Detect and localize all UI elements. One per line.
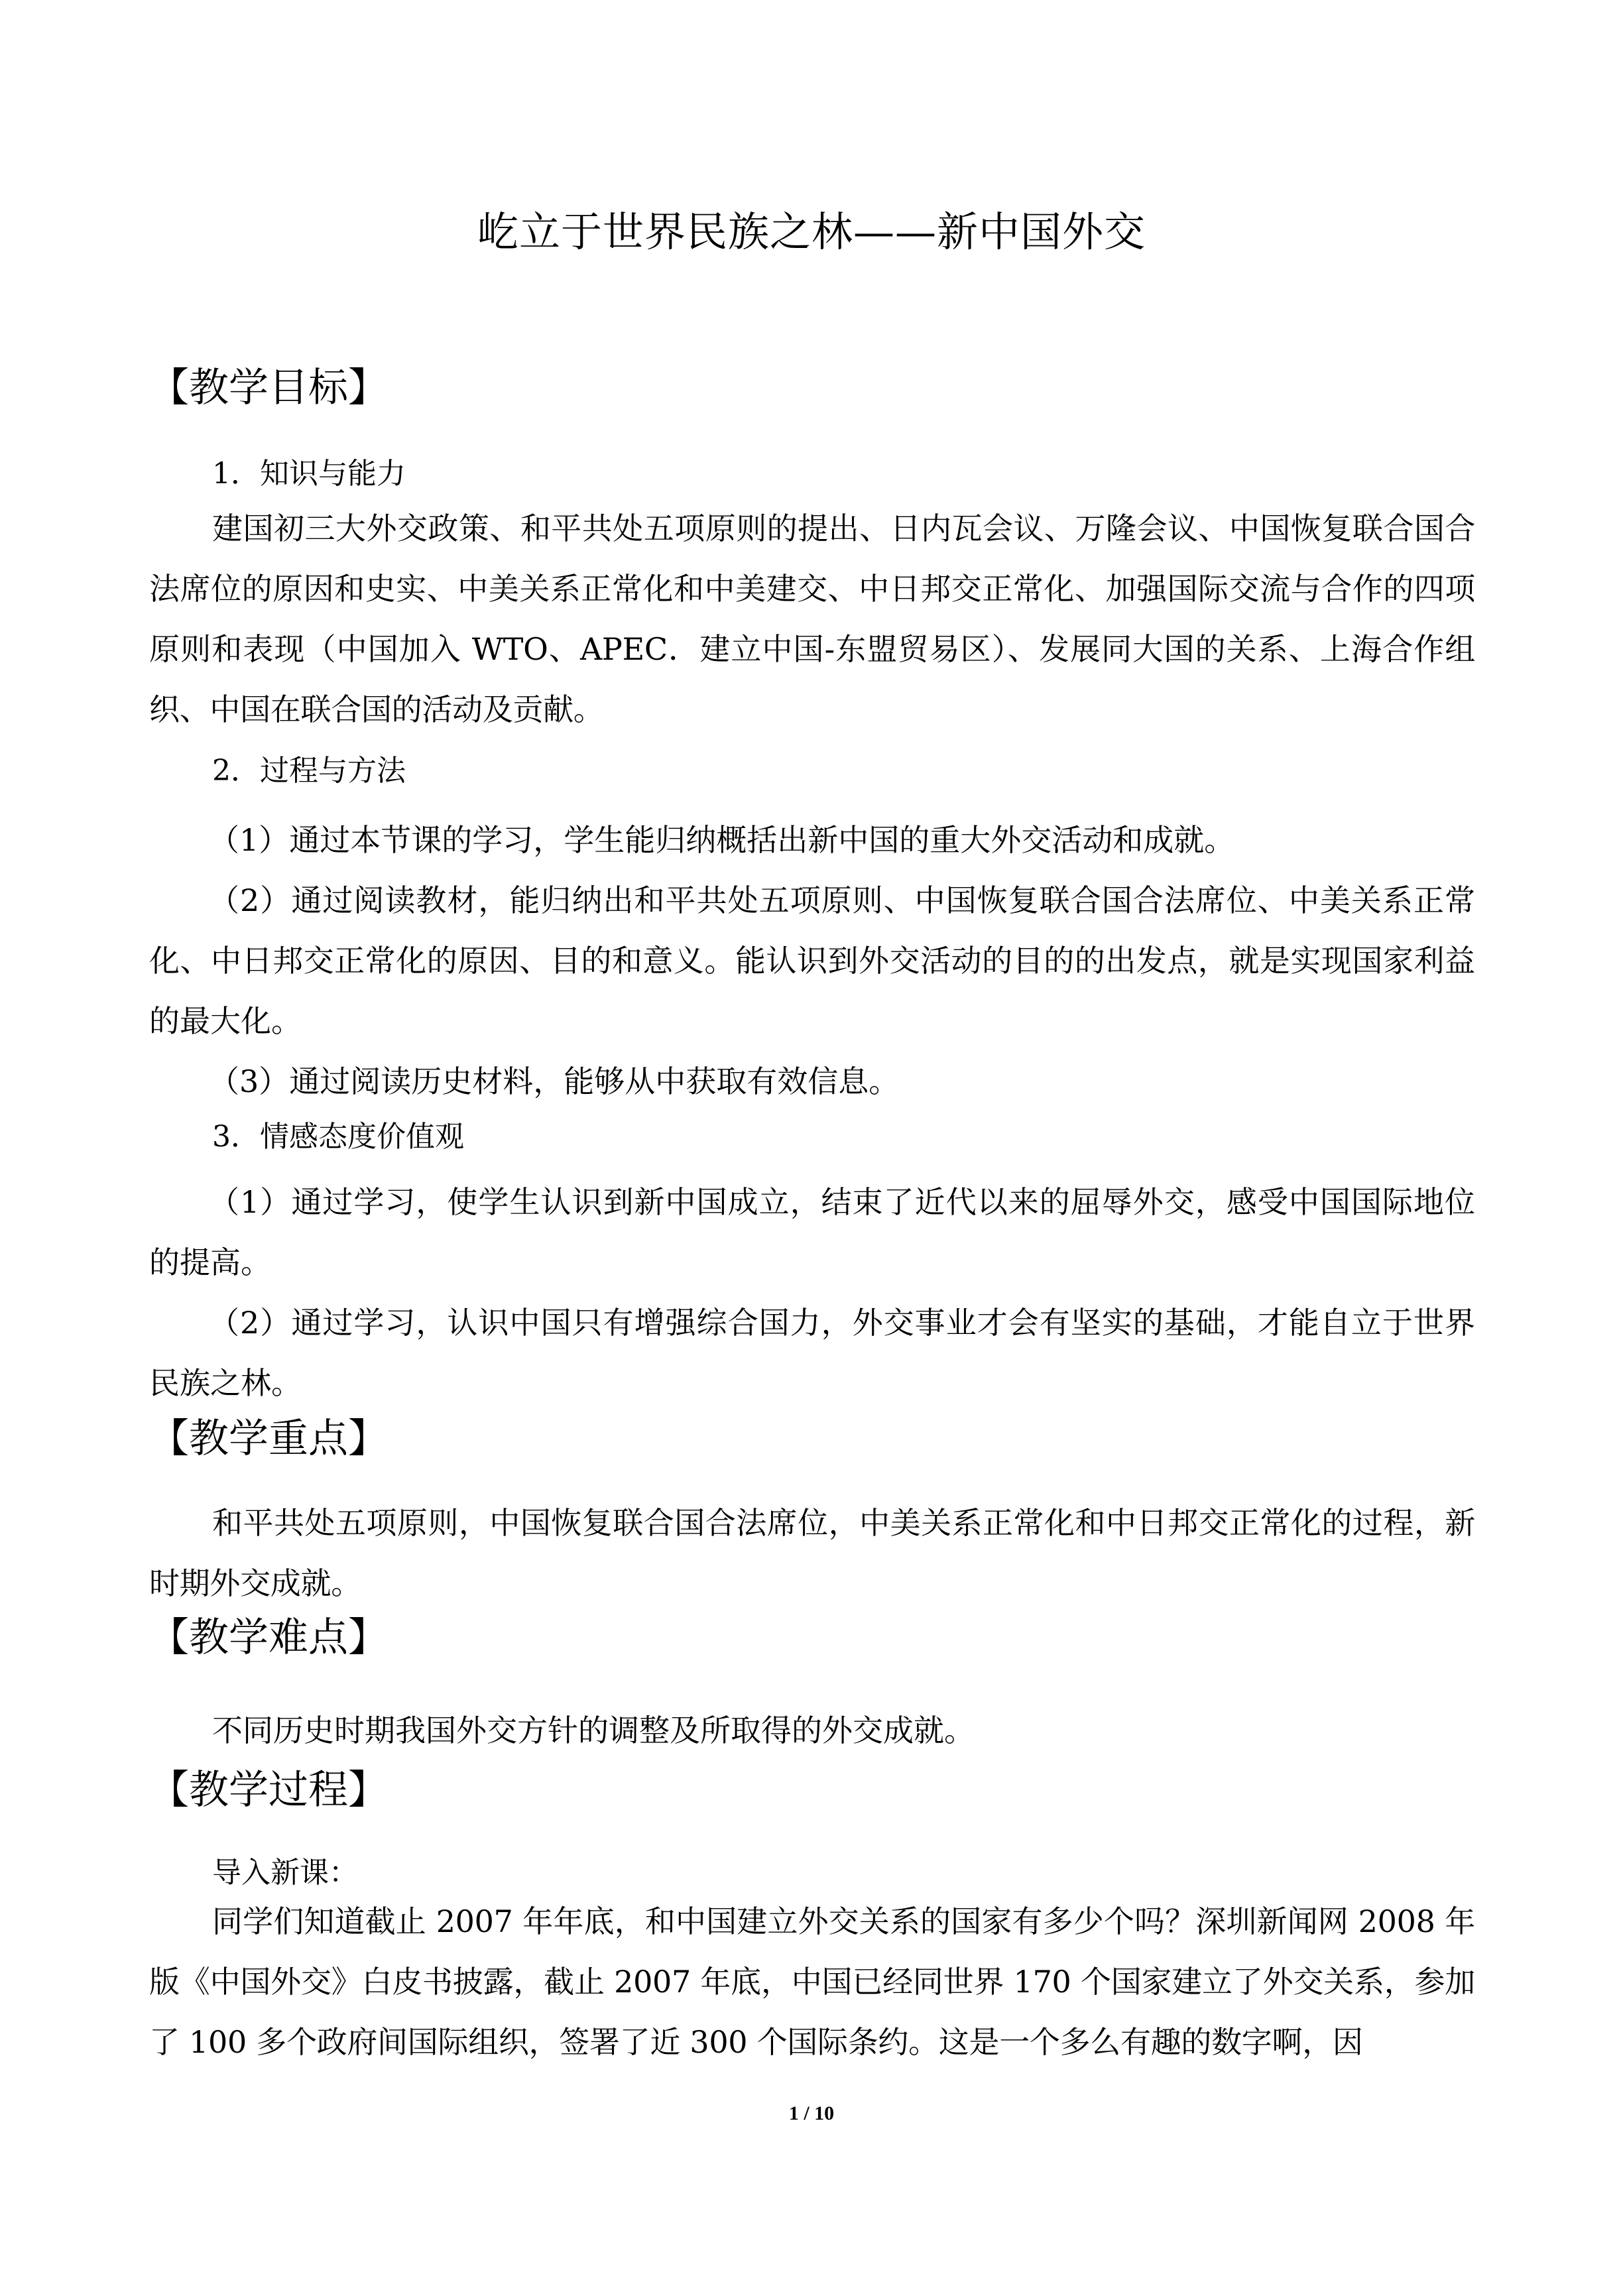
- process-intro-paragraph: 同学们知道截止 2007 年年底，和中国建立外交关系的国家有多少个吗？深圳新闻网 2008 年版《中国外交》白皮书披露，截止 2007 年底，中国已经同世界 170 个国家建立了外交关系，参加了 100 多个政府间国际组织，签署了近 300 个国际条约。这是一个多么有趣的数字啊，因: [149, 1903, 1475, 2060]
- heading-key-points: 【教学重点】: [149, 1416, 388, 1462]
- objectives-subheading-attitude: 3．情感态度价值观: [212, 1120, 464, 1154]
- page-number: 1 / 10: [788, 2102, 835, 2124]
- document-title: 屹立于世界民族之林——新中国外交: [477, 208, 1146, 256]
- process-intro-label: 导入新课：: [212, 1856, 358, 1890]
- objectives-process-item-1: （1）通过本节课的学习，学生能归纳概括出新中国的重大外交活动和成就。: [209, 822, 1235, 858]
- key-points-paragraph: 和平共处五项原则，中国恢复联合国合法席位，中美关系正常化和中日邦交正常化的过程，新时期外交成就。: [149, 1505, 1475, 1601]
- objectives-process-item-2: （2）通过阅读教材，能归纳出和平共处五项原则、中国恢复联合国合法席位、中美关系正常化、中日邦交正常化的原因、目的和意义。能认识到外交活动的目的的出发点，就是实现国家利益的最大化。: [149, 882, 1475, 1039]
- heading-difficulties: 【教学难点】: [149, 1614, 388, 1661]
- heading-objectives: 【教学目标】: [149, 365, 388, 411]
- objectives-attitude-item-1: （1）通过学习，使学生认识到新中国成立，结束了近代以来的屈辱外交，感受中国国际地位的提高。: [149, 1184, 1475, 1280]
- difficulties-paragraph: 不同历史时期我国外交方针的调整及所取得的外交成就。: [212, 1713, 975, 1748]
- objectives-subheading-process: 2．过程与方法: [212, 754, 406, 788]
- objectives-subheading-knowledge: 1．知识与能力: [212, 457, 406, 491]
- objectives-knowledge-paragraph: 建国初三大外交政策、和平共处五项原则的提出、日内瓦会议、万隆会议、中国恢复联合国合法席位的原因和史实、中美关系正常化和中美建交、中日邦交正常化、加强国际交流与合作的四项原则和表现（中国加入 WTO、APEC．建立中国-东盟贸易区）、发展同大国的关系、上海合作组织、中国在联合国的活动及贡献。: [149, 511, 1475, 727]
- heading-process: 【教学过程】: [149, 1767, 388, 1813]
- objectives-attitude-item-2: （2）通过学习，认识中国只有增强综合国力，外交事业才会有坚实的基础，才能自立于世界民族之林。: [149, 1305, 1475, 1401]
- objectives-process-item-3: （3）通过阅读历史材料，能够从中获取有效信息。: [209, 1063, 900, 1099]
